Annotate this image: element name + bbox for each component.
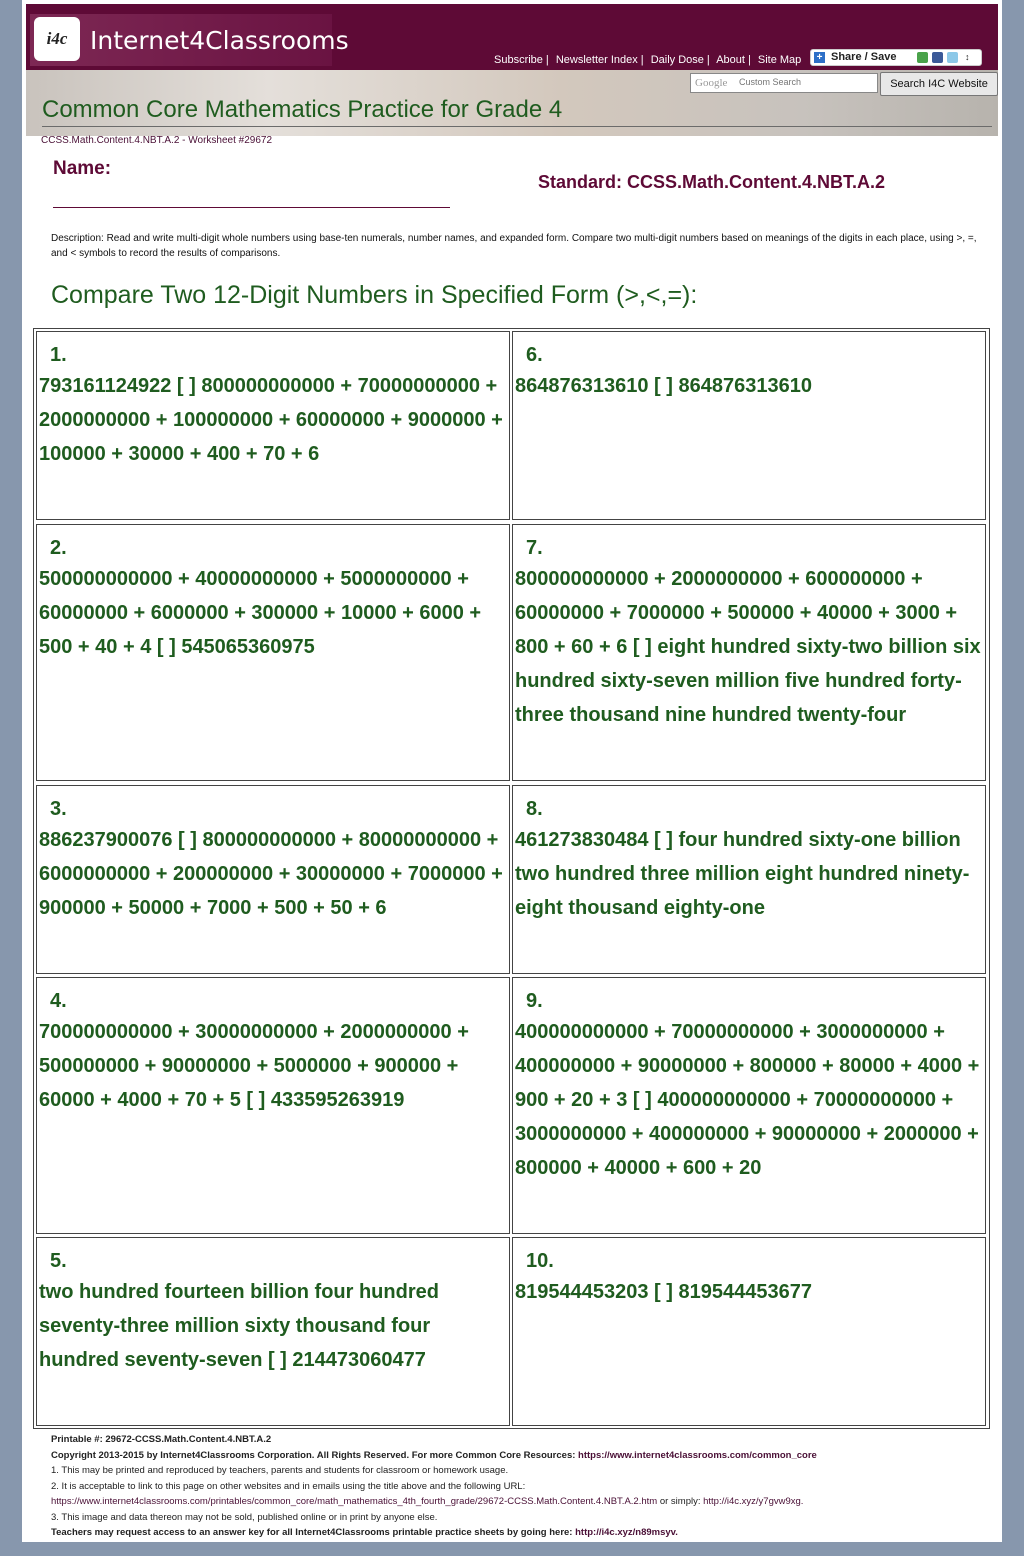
title-banner [26,70,998,136]
description: Description: Read and write multi-digit whole numbers using base-ten numerals, number names, and expanded form. Compare two multi-digit numbers based on meanings of the digits in each place, using >, =, and < symbols to record the results of comparisons. [51,233,977,259]
problem-number: 10. [526,1250,554,1272]
search-box [690,73,878,93]
problem-cell [512,977,986,1234]
problem-number: 2. [50,537,67,559]
nav-site-map[interactable]: Site Map [757,54,802,66]
google-logo: Google [695,77,728,89]
problem-text: 864876313610 [ ] 864876313610 [515,375,812,397]
problem-cell [512,331,986,520]
logo-badge: i4c [34,17,80,61]
problem-text: 793161124922 [ ] 800000000000 + 70000000000 + 2000000000 + 100000000 + 60000000 + 9000000 + 100000 + 30000 + 400 + 70 + 6 [39,375,503,465]
usage-note-1: 1. This may be printed and reproduced by teachers, parents and students for classroom or homework usage. [51,1465,509,1476]
site-logo[interactable] [30,14,349,66]
email-share-icon [917,52,928,63]
answer-key-link[interactable]: http://i4c.xyz/n89msyv. [575,1527,678,1538]
footer [51,1432,991,1541]
problem-text: 800000000000 + 2000000000 + 600000000 + 60000000 + 7000000 + 500000 + 40000 + 3000 + 800 + 60 + 6 [ ] eight hundred sixty-two billion six hundred sixty-seven million five hundred forty-three thousand nine hundred twenty-four [515,568,981,726]
search-input[interactable] [739,75,873,89]
logo-text: Internet4Classrooms [90,26,349,55]
problem-cell [36,785,510,974]
usage-note-2: 2. It is acceptable to link to this page on other websites and in emails using the title above and the following URL: [51,1480,526,1492]
problem-text: 461273830484 [ ] four hundred sixty-one billion two hundred three million eight hundred ninety-eight thousand eighty-one [515,829,970,919]
nav-subscribe[interactable]: Subscribe [494,54,543,66]
title-divider [42,126,992,127]
plus-icon: + [814,52,825,63]
problem-cell [36,1237,510,1426]
copyright-text: Copyright 2013-2015 by Internet4Classrooms Corporation. All Rights Reserved. For more Common Core Resources: [51,1449,576,1461]
page-title: Common Core Mathematics Practice for Grade 4 [42,96,563,123]
problem-number: 7. [526,537,543,559]
usage-note-3: 3. This image and data thereon may not be sold, published online or in print by anyone else. [51,1511,438,1523]
problem-number: 4. [50,990,67,1012]
share-save-label: Share / Save [831,51,897,63]
problem-number: 1. [50,344,67,366]
name-label: Name: [53,158,112,179]
worksheet-url-link[interactable]: https://www.internet4classrooms.com/printables/common_core/math_mathematics_4th_fourth_grade/29672-CCSS.Math.Content.4.NBT.A.2.htm [51,1496,658,1507]
search-button[interactable]: Search I4C Website [880,72,998,96]
problem-text: 886237900076 [ ] 800000000000 + 80000000000 + 6000000000 + 200000000 + 30000000 + 7000000 + 900000 + 50000 + 7000 + 500 + 50 + 6 [39,829,503,919]
name-line [53,207,450,208]
site-header [26,4,998,71]
top-navigation: Subscribe | Newsletter Index | Daily Dose | About | Site Map [494,54,802,66]
common-core-link[interactable]: https://www.internet4classrooms.com/common_core [578,1449,817,1461]
printable-number: Printable #: 29672-CCSS.Math.Content.4.NBT.A.2 [51,1434,272,1445]
breadcrumb: CCSS.Math.Content.4.NBT.A.2 - Worksheet #29672 [41,135,273,146]
worksheet-page [22,0,1002,1542]
problem-number: 9. [526,990,543,1012]
dropdown-arrows-icon: ↕ [965,52,970,62]
problem-cell [36,977,510,1234]
nav-newsletter-index[interactable]: Newsletter Index [555,54,638,66]
short-url-link[interactable]: http://i4c.xyz/y7gvw9xg. [703,1496,804,1507]
problem-number: 8. [526,798,543,820]
problem-text: 400000000000 + 70000000000 + 3000000000 + 400000000 + 90000000 + 800000 + 80000 + 4000 + 900 + 20 + 3 [ ] 400000000000 + 70000000000 + 3000000000 + 400000000 + 90000000 + 2000000 + 800000 + 40000 + 600 + 20 [515,1021,980,1179]
problem-number: 6. [526,344,543,366]
problem-text: 819544453203 [ ] 819544453677 [515,1281,812,1303]
problem-cell [36,524,510,781]
or-simply-text: or simply: [659,1496,701,1507]
section-heading: Compare Two 12-Digit Numbers in Specified Form (>,<,=): [51,281,698,309]
problem-cell [36,331,510,520]
problem-text: 700000000000 + 30000000000 + 2000000000 + 500000000 + 90000000 + 5000000 + 900000 + 60000 + 4000 + 70 + 5 [ ] 433595263919 [39,1021,469,1111]
nav-daily-dose[interactable]: Daily Dose [650,54,704,66]
problem-text: two hundred fourteen billion four hundred seventy-three million sixty thousand four hundred seventy-seven [ ] 214473060477 [39,1281,439,1371]
problem-number: 5. [50,1250,67,1272]
standard-label: Standard: CCSS.Math.Content.4.NBT.A.2 [538,172,886,192]
answer-key-text: Teachers may request access to an answer key for all Internet4Classrooms printable practice sheets by going here: [51,1527,573,1538]
problem-cell [512,524,986,781]
nav-about[interactable]: About [716,54,745,66]
twitter-icon [947,52,958,63]
problem-text: 500000000000 + 40000000000 + 5000000000 + 60000000 + 6000000 + 300000 + 10000 + 6000 + 500 + 40 + 4 [ ] 545065360975 [39,568,482,658]
problem-cell [512,1237,986,1426]
problem-cell [512,785,986,974]
share-save-button[interactable] [810,49,982,66]
facebook-icon [932,52,943,63]
problem-number: 3. [50,798,67,820]
problems-table [33,328,990,1429]
